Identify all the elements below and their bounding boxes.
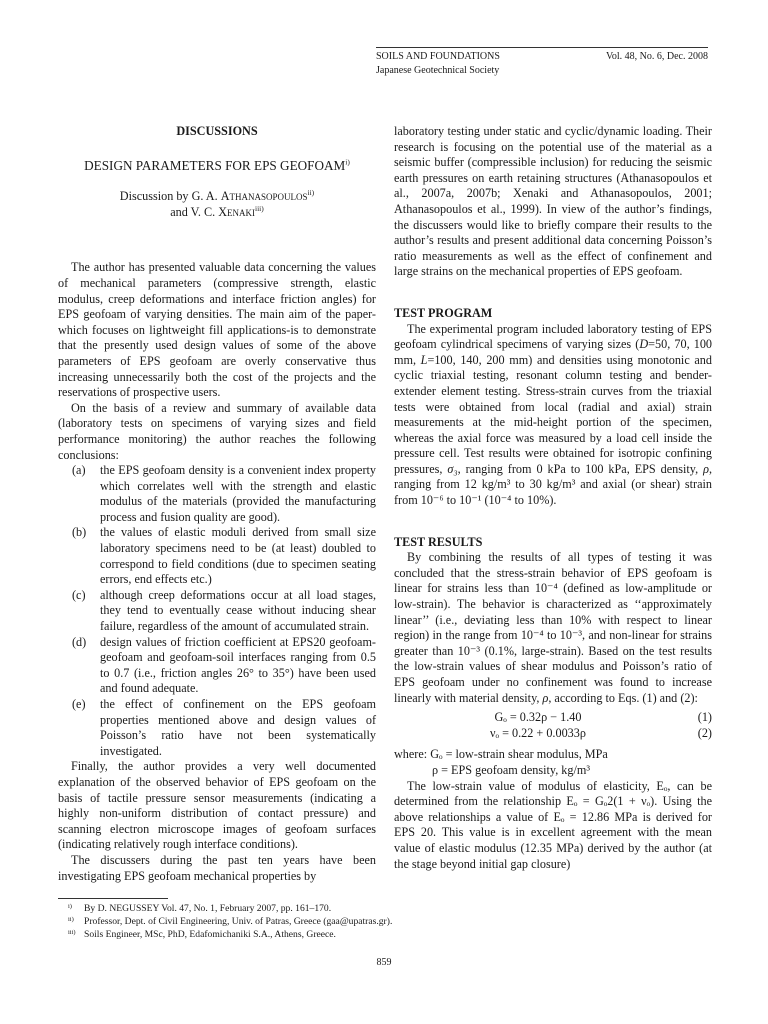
author-2: Xenaki <box>218 204 255 219</box>
right-column <box>394 124 712 872</box>
equation-2: νₒ = 0.22 + 0.0033ρ (2) <box>490 725 712 740</box>
article-title: DESIGN PARAMETERS FOR EPS GEOFOAM$^{i)}$ <box>84 157 350 173</box>
footnote: ii) Professor, Dept. of Civil Engineering, Univ. of Patras, Greece (gaa@upatras.gr). <box>68 916 393 927</box>
equation-1: Gₒ = 0.32ρ − 1.40 (1) <box>494 710 712 725</box>
footnote-rule <box>58 898 168 899</box>
where-line: ρ = EPS geofoam density, kg/m³ <box>432 762 590 777</box>
heading-test-program: TEST PROGRAM <box>394 305 493 320</box>
running-header <box>376 50 708 78</box>
paragraph: laboratory testing under static and cyclic/dynamic loading. Their research is focusing on the potential use of the material as a seismic buffer (compressible inclusion) for reducing the seismic earth pressures on earth retaining structures (Athanasopoulos et al., 2007a, 2007b; Xenaki and Athanasopoulos, 2001; Athanasopoulos et al., 1999). In view of the author’s findings, the discussers would like to briefly compare their results to the author’s results and present additional data concerning Poisson’s ratio measurements as well as the effect of confinement and large strains on the mechanical properties of EPS geofoam. <box>394 124 712 279</box>
society-name: Japanese Geotechnical Society <box>376 65 500 76</box>
footnote: iii) Soils Engineer, MSc, PhD, Edafomichaniki S.A., Athens, Greece. <box>68 929 336 940</box>
left-column <box>58 124 376 884</box>
header-rule <box>376 47 708 48</box>
paragraph: The discussers during the past ten years have been investigating EPS geofoam mechanical properties by <box>58 852 376 883</box>
paragraph: The experimental program included laboratory testing of EPS geofoam cylindrical specimens of varying sizes (D=50, 70, 100 mm, L=100, 140, 200 mm) and densities using monotonic and cyclic triaxial testing, resonant column testing and bender-extender element testing. Stress-strain curves from the triaxial tests were obtained from local (radial and axial) strain measurements at the mid-height portion of the specimen, whereas the axial force was measured by a load cell inside the pressure cell. Test results were obtained for isotropic confining pressures, σ₃, ranging from 0 kPa to 100 kPa, EPS density, ρ, ranging from 12 kg/m³ to 30 kg/m³ and axial (or shear) strain from 10⁻⁶ to 10⁻¹ (10⁻⁴ to 10%). <box>394 321 713 508</box>
paragraph: The low-strain value of modulus of elasticity, Eₒ, can be determined from the relationship Eₒ = Gₒ2(1 + νₒ). Using the above relationships a value of Eₒ = 12.86 MPa is derived for EPS 20. This value is in excellent agreement with the mean value of elastic modulus (12.35 MPa) derived by the author (at the stage beyond initial gap closure) <box>394 778 712 871</box>
conclusions-list <box>58 463 376 759</box>
footnote: i) By D. NEGUSSEY Vol. 47, No. 1, February 2007, pp. 161–170. <box>68 903 332 914</box>
paragraph: The author has presented valuable data concerning the values of mechanical parameters (compressive strength, elastic modulus, creep deformations and interface friction angles) for EPS geofoam of varying densities. The main aim of the paper-which focuses on lightweight fill applications-is to demonstrate that the presently used design values of some of the above parameters of EPS geofoam are overly conservative thus increasing unnecessarily both the cost of the projects and the reservations of prospective users. <box>58 260 376 400</box>
byline: Discussion by G. A. Athanasopoulos$^{ii)}$ and V. C. Xenaki$^{iii)}$ <box>119 188 315 219</box>
list-item: (c) although creep deformations occur at all load stages, they tend to eventually cease without inducing shear failure, regardless of the amount of accumulated strain. <box>72 587 376 634</box>
list-item: (b) the values of elastic moduli derived from small size laboratory specimens need to be (at least) doubled to correspond to field conditions (due to specimen seating errors, end effects etc.) <box>72 525 376 587</box>
list-item: (d) design values of friction coefficient at EPS20 geofoam-geofoam and geofoam-soil interfaces ranging from 0.5 to 0.7 (i.e., friction angles 26° to 35°) have been used and found adequate. <box>72 634 376 696</box>
where-line: where: Gₒ = low-strain shear modulus, MPa <box>394 747 608 762</box>
paragraph: By combining the results of all types of testing it was concluded that the stress-strain behavior of EPS geofoam is linear for strains less than 10⁻⁴ (defined as low-amplitude or low-strain). The behavior is characterized as ‘‘approximately linear’’ (i.e., deviating less than 10% with respect to linear region) in the range from 10⁻⁴ to 10⁻³, and non-linear for strains greater than 10⁻³ (0.1%, large-strain). Based on the test results the low-strain values of shear modulus and Poisson’s ratio of EPS geofoam under no confinement was found to increase linearly with material density, ρ, according to Eqs. (1) and (2): <box>394 550 712 705</box>
page-number: 859 <box>376 957 392 968</box>
paragraph: Finally, the author provides a very well documented explanation of the observed behavior of EPS geofoam on the basis of tactile pressure sensor measurements (indicating a highly non-uniform distribution of contact pressure) and scanning electron microscope images of geofoam surfaces (indicating relatively rough interface conditions). <box>58 759 376 852</box>
author-1: Athanasopoulos <box>220 189 308 204</box>
paragraph: On the basis of a review and summary of available data (laboratory tests on specimens of varying sizes and field performance monitoring) the author reaches the following conclusions: <box>58 400 376 462</box>
volume-info: Vol. 48, No. 6, Dec. 2008 <box>605 51 708 62</box>
title-footnote-mark: i) <box>345 157 350 167</box>
journal-name: SOILS AND FOUNDATIONS <box>376 51 500 62</box>
list-item: (e) the effect of confinement on the EPS geofoam properties mentioned above and design values of Poisson’s ratio have not been systematically investigated. <box>72 697 376 758</box>
footnotes <box>58 902 658 941</box>
heading-test-results: TEST RESULTS <box>394 534 483 549</box>
list-item: (a) the EPS geofoam density is a convenient index property which correlates well with the strength and elastic modulus of the materials (provided the manufacturing process and fusion quality are good). <box>72 463 376 524</box>
section-label: DISCUSSIONS <box>176 124 258 138</box>
